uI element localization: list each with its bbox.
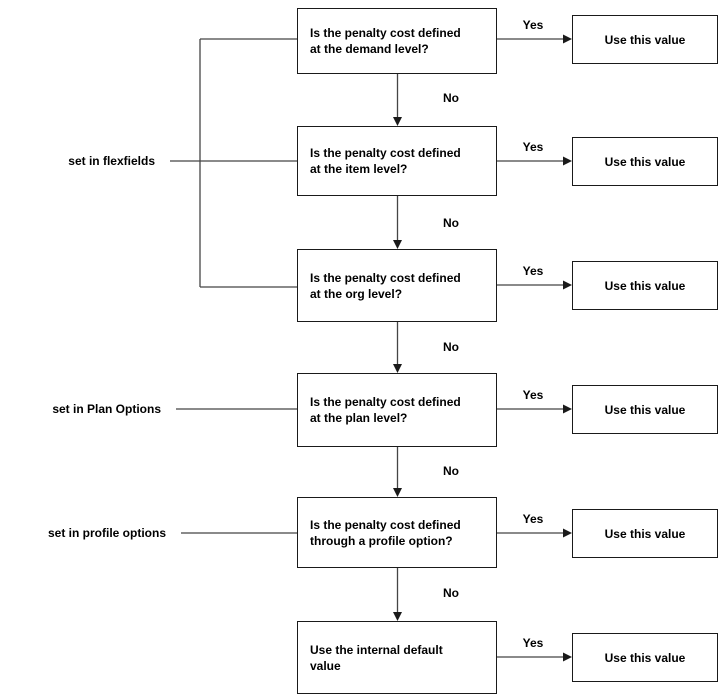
yes-label: Yes: [522, 636, 544, 650]
decision-text: Is the penalty cost defined: [310, 26, 461, 40]
yes-label: Yes: [522, 388, 544, 402]
no-label: No: [443, 340, 459, 354]
decision-text: value: [310, 658, 341, 673]
decision-text: at the item level?: [310, 162, 408, 176]
no-label: No: [443, 216, 459, 230]
yes-label: Yes: [522, 140, 544, 154]
label-set-in-profile-options: set in profile options: [47, 526, 166, 540]
decision-text: Is the penalty cost defined: [310, 146, 461, 160]
result-text: Use this value: [604, 402, 686, 417]
decision-box-item-level: [297, 126, 497, 196]
decision-text: at the plan level?: [310, 411, 408, 425]
label-set-in-flexfields: set in flexfields: [68, 154, 155, 168]
no-label: No: [443, 464, 459, 478]
decision-box-org-level: [297, 249, 497, 322]
flexfields-bracket: [170, 39, 297, 287]
decision-text: through a profile option?: [310, 533, 453, 548]
result-box: [572, 15, 718, 64]
no-label: No: [443, 586, 459, 600]
result-text: Use this value: [604, 32, 686, 47]
result-box: [572, 385, 718, 434]
result-text: Use this value: [604, 650, 686, 665]
decision-text: Use the internal default: [310, 642, 443, 657]
yes-arrow: [497, 35, 572, 662]
decision-box-plan-level: [297, 373, 497, 447]
decision-text: Is the penalty cost defined: [310, 517, 461, 532]
decision-box-profile-option: [297, 497, 497, 568]
result-box: [572, 509, 718, 558]
result-text: Use this value: [604, 526, 686, 541]
result-text: Use this value: [604, 154, 686, 169]
decision-text: at the demand level?: [310, 42, 429, 56]
result-box: [572, 633, 718, 682]
decision-text: Is the penalty cost defined: [310, 270, 461, 285]
label-set-in-plan-options: set in Plan Options: [52, 402, 161, 416]
yes-label: Yes: [522, 18, 544, 32]
decision-box-demand-level: [297, 8, 497, 74]
yes-label: Yes: [522, 512, 544, 526]
result-box: [572, 261, 718, 310]
yes-label: Yes: [522, 264, 544, 278]
result-box: [572, 137, 718, 186]
decision-text: at the org level?: [310, 286, 403, 301]
internal-default-box: [297, 621, 497, 694]
decision-text: Is the penalty cost defined: [310, 395, 461, 409]
no-label: No: [443, 91, 459, 105]
result-text: Use this value: [604, 278, 686, 293]
